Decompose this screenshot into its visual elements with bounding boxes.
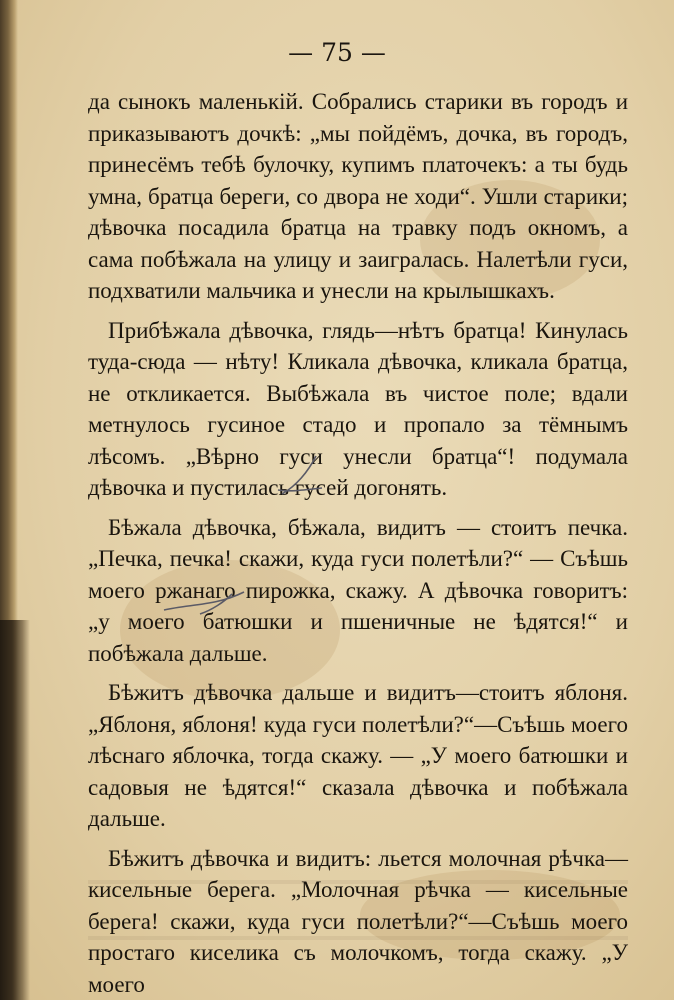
page-body-text bbox=[88, 86, 628, 1000]
paragraph: да сынокъ маленькій. Собрались старики въ городъ и приказываютъ дочкѣ: „мы пойдёмъ, дочка, въ городъ, принесёмъ тебѣ булочку, купимъ платочекъ: а ты будь умна, братца береги, со двора не ходи“. Ушли старики; дѣвочка посадила братца на травку подъ окномъ, а сама побѣжала на улицу и заигралась. Налетѣли гуси, подхватили мальчика и унесли на крылышкахъ. bbox=[88, 89, 628, 303]
page-binding-shadow bbox=[0, 620, 30, 1000]
page-number: — 75 — bbox=[288, 38, 386, 67]
pencil-mark-icon bbox=[160, 584, 250, 624]
paragraph: Бѣжала дѣвочка, бѣжала, видитъ — стоитъ печка. „Печка, печка! скажи, куда гуси полетѣли?“ — Съѣшь моего ржанаго пирожка, скажу. А дѣвочка говоритъ: „у моего батюшки и пшеничные не ѣдятся!“ и побѣжала дальше. bbox=[88, 514, 628, 666]
paragraph: Прибѣжала дѣвочка, глядь—нѣтъ братца! Кинулась туда-сюда — нѣту! Кликала дѣвочка, кликала братца, не откликается. Выбѣжала въ чистое поле; вдали метнулось гусиное стадо и пропало за тёмнымъ лѣсомъ. „Вѣрно гуси унесли братца“! подумала дѣвочка и пустилась гусей догонять. bbox=[88, 317, 628, 500]
paragraph: Бѣжитъ дѣвочка и видитъ: льется молочная рѣчка—кисельные берега. „Молочная рѣчка — кисельные берега! скажи, куда гуси полетѣли?“—Съѣшь моего простаго киселика съ молочкомъ, тогда скажу. „У моего bbox=[88, 845, 628, 997]
paragraph: Бѣжитъ дѣвочка дальше и видитъ—стоитъ яблоня. „Яблоня, яблоня! куда гуси полетѣли?“—Съѣшь моего лѣснаго яблочка, тогда скажу. — „У моего батюшки и садовыя не ѣдятся!“ сказала дѣвочка и побѣжала дальше. bbox=[88, 680, 628, 831]
pencil-mark-icon bbox=[270, 450, 330, 500]
